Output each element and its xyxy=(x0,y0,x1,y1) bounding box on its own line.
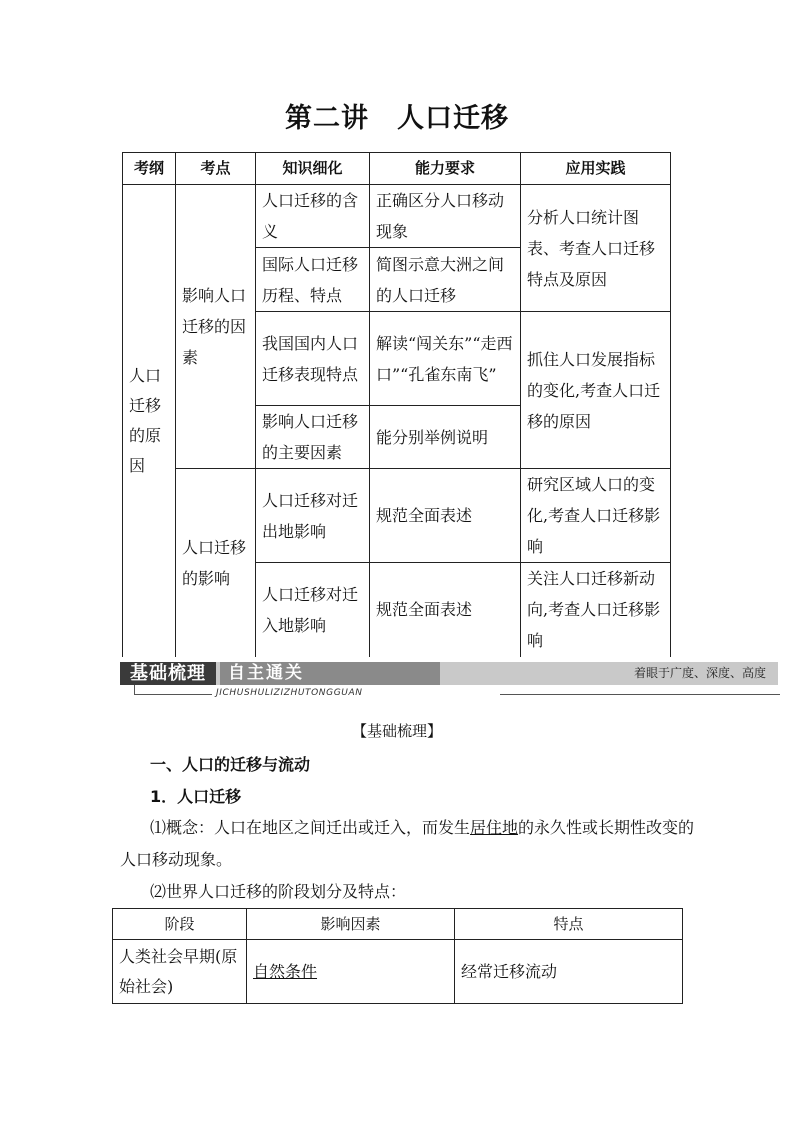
kaogang-cell: 人口迁移的原因 xyxy=(123,185,176,657)
nengli-cell: 规范全面表述 xyxy=(370,563,521,657)
table-row xyxy=(123,185,671,248)
stages-header-row xyxy=(113,909,683,940)
banner-mid-label: 自主通关 xyxy=(220,662,440,685)
page-title xyxy=(0,96,794,135)
table-row xyxy=(123,469,671,563)
yingyong-cell: 研究区域人口的变化,考查人口迁移影响 xyxy=(521,469,671,563)
header-nengli: 能力要求 xyxy=(370,153,521,185)
header-kaodian: 考点 xyxy=(176,153,256,185)
zhishi-cell: 人口迁移对迁出地影响 xyxy=(256,469,370,563)
banner-pinyin: JICHUSHULIZIZHUTONGGUAN xyxy=(216,688,363,698)
factor-cell: 自然条件 xyxy=(247,940,455,1004)
nengli-cell: 正确区分人口移动现象 xyxy=(370,185,521,248)
header-factor: 影响因素 xyxy=(247,909,455,940)
zhishi-cell: 影响人口迁移的主要因素 xyxy=(256,406,370,469)
zhishi-cell: 我国国内人口迁移表现特点 xyxy=(256,312,370,406)
concept-underlined: 居住地 xyxy=(470,818,519,837)
heading-2: 1．人口迁移 xyxy=(150,787,242,806)
nengli-cell: 规范全面表述 xyxy=(370,469,521,563)
nengli-cell: 解读“闯关东”“走西口”“孔雀东南飞” xyxy=(370,312,521,406)
concept-text-after: 的永久性或长期性改变的人口移动现象。 xyxy=(120,818,695,869)
title-part-1: 第二讲 xyxy=(285,103,369,134)
table-row xyxy=(113,940,683,1004)
zhishi-cell: 国际人口迁移历程、特点 xyxy=(256,248,370,312)
zhishi-cell: 人口迁移的含义 xyxy=(256,185,370,248)
heading-1: 一、人口的迁移与流动 xyxy=(150,755,311,774)
title-part-2: 人口迁移 xyxy=(397,103,509,134)
outline-header-row xyxy=(123,153,671,185)
stage-cell: 人类社会早期(原始社会) xyxy=(113,940,247,1004)
header-yingyong: 应用实践 xyxy=(521,153,671,185)
nengli-cell: 能分别举例说明 xyxy=(370,406,521,469)
header-kaogang: 考纲 xyxy=(123,153,176,185)
concept-text-before: ⑴概念：人口在地区之间迁出或迁入，而发生 xyxy=(150,818,471,837)
paragraph-concept xyxy=(120,812,700,876)
banner-right-label: 着眼于广度、深度、高度 xyxy=(633,666,766,680)
header-zhishi: 知识细化 xyxy=(256,153,370,185)
banner-divider xyxy=(134,694,212,695)
paragraph-stages: ⑵世界人口迁移的阶段划分及特点： xyxy=(150,882,407,901)
yingyong-cell: 关注人口迁移新动向,考查人口迁移影响 xyxy=(521,563,671,657)
header-feature: 特点 xyxy=(455,909,683,940)
section-label: 【基础梳理】 xyxy=(351,722,442,740)
feature-cell: 经常迁移流动 xyxy=(455,940,683,1004)
header-stage: 阶段 xyxy=(113,909,247,940)
stages-table xyxy=(112,908,683,1004)
outline-table xyxy=(122,152,671,657)
banner-dark-label: 基础梳理 xyxy=(120,662,216,685)
nengli-cell: 简图示意大洲之间的人口迁移 xyxy=(370,248,521,312)
banner-divider xyxy=(500,694,780,695)
zhishi-cell: 人口迁移对迁入地影响 xyxy=(256,563,370,657)
kaodian-cell-1: 影响人口迁移的因素 xyxy=(176,185,256,469)
yingyong-cell: 分析人口统计图表、考查人口迁移特点及原因 xyxy=(521,185,671,312)
yingyong-cell: 抓住人口发展指标的变化,考查人口迁移的原因 xyxy=(521,312,671,469)
kaodian-cell-2: 人口迁移的影响 xyxy=(176,469,256,657)
section-banner xyxy=(120,662,778,700)
